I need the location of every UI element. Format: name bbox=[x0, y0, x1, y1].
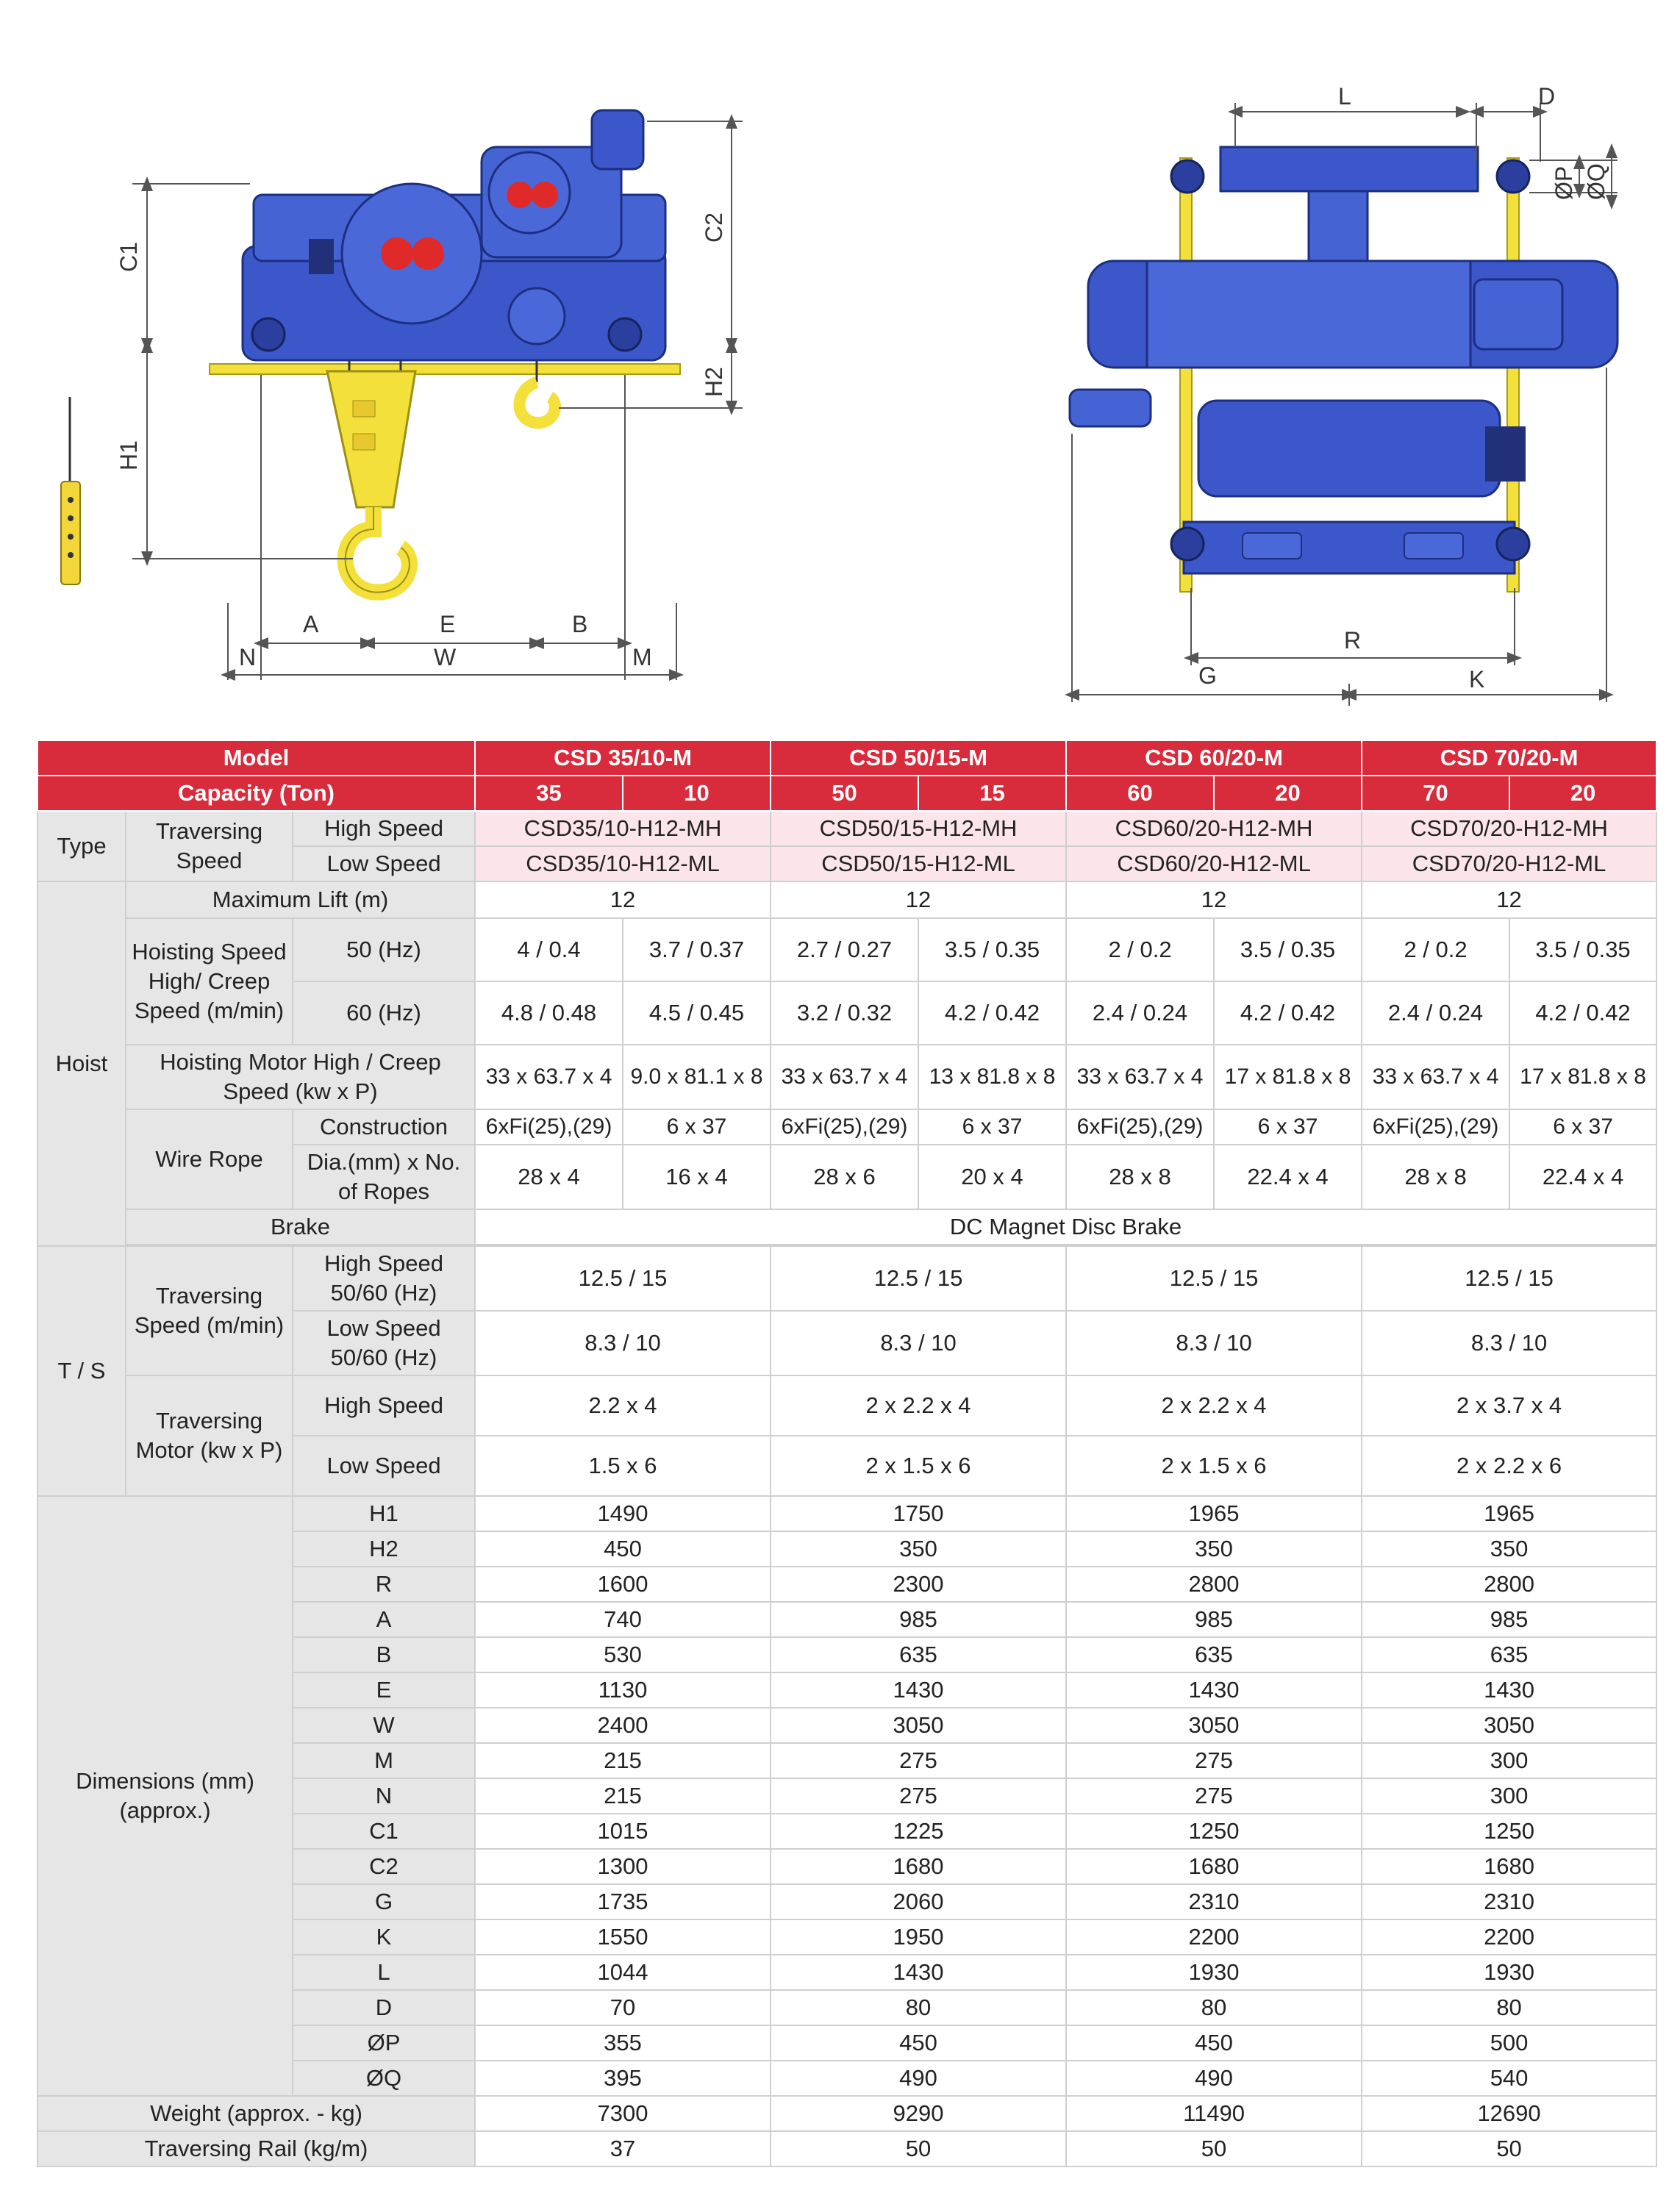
capacity-value: 70 bbox=[1362, 776, 1509, 811]
construction-value: 6xFi(25),(29) bbox=[1362, 1109, 1509, 1145]
dimension-value: 350 bbox=[1362, 1531, 1656, 1567]
label-A: A bbox=[303, 611, 319, 637]
capacity-value: 20 bbox=[1509, 776, 1656, 811]
model-name: CSD 50/15-M bbox=[771, 740, 1066, 776]
dia-value: 28 x 8 bbox=[1362, 1145, 1509, 1209]
hoist-group-label: Hoist bbox=[37, 881, 126, 1246]
weight-value: 11490 bbox=[1066, 2096, 1362, 2131]
construction-value: 6xFi(25),(29) bbox=[771, 1109, 918, 1145]
brake-row bbox=[37, 1209, 1656, 1245]
dimension-value: 1430 bbox=[771, 1672, 1066, 1708]
dimension-value: 2200 bbox=[1362, 1919, 1656, 1955]
construction-value: 6xFi(25),(29) bbox=[1066, 1109, 1214, 1145]
max-lift-value: 12 bbox=[771, 881, 1066, 918]
label-W: W bbox=[434, 644, 457, 670]
construction-value: 6xFi(25),(29) bbox=[475, 1109, 623, 1145]
ts-group-label: T / S bbox=[37, 1246, 126, 1496]
dimension-value: 2300 bbox=[771, 1567, 1066, 1602]
label-K: K bbox=[1469, 666, 1485, 693]
type-low-value: CSD50/15-H12-ML bbox=[771, 846, 1066, 881]
type-low-value: CSD60/20-H12-ML bbox=[1066, 846, 1362, 881]
dimension-value: 635 bbox=[1362, 1637, 1656, 1672]
weight-value: 7300 bbox=[475, 2096, 771, 2131]
ts-low-value: 8.3 / 10 bbox=[1066, 1311, 1362, 1375]
dimension-value: 275 bbox=[771, 1743, 1066, 1778]
dimensions-body bbox=[37, 1496, 1656, 2096]
dimension-label: M bbox=[293, 1743, 475, 1778]
dimension-value: 450 bbox=[1066, 2025, 1362, 2061]
hoist-motor-value: 17 x 81.8 x 8 bbox=[1509, 1045, 1656, 1109]
dimension-value: 1750 bbox=[771, 1496, 1066, 1531]
hoist-speed-value: 4 / 0.4 bbox=[475, 918, 623, 981]
dimension-label: L bbox=[293, 1955, 475, 1990]
model-name: CSD 60/20-M bbox=[1066, 740, 1362, 776]
dimension-value: 275 bbox=[1066, 1778, 1362, 1814]
dimension-label: C2 bbox=[293, 1849, 475, 1884]
hoist-motor-row bbox=[37, 1045, 1656, 1109]
dimension-value: 1430 bbox=[771, 1955, 1066, 1990]
pendant-control bbox=[61, 397, 80, 584]
dimension-value: 1965 bbox=[1066, 1496, 1362, 1531]
label-OQ: ØQ bbox=[1583, 163, 1609, 200]
dimension-value: 350 bbox=[771, 1531, 1066, 1567]
ts-motor-high-value: 2 x 2.2 x 4 bbox=[1066, 1375, 1362, 1436]
capacity-value: 10 bbox=[623, 776, 771, 811]
dimension-value: 985 bbox=[771, 1602, 1066, 1637]
label-B: B bbox=[572, 611, 588, 637]
dimension-value: 2310 bbox=[1362, 1884, 1656, 1919]
dimension-value: 275 bbox=[1066, 1743, 1362, 1778]
ts-speed-label: Traversing Speed (m/min) bbox=[126, 1246, 293, 1375]
construction-value: 6 x 37 bbox=[1509, 1109, 1656, 1145]
dia-value: 28 x 4 bbox=[475, 1145, 623, 1209]
dimension-value: 635 bbox=[1066, 1637, 1362, 1672]
hoist-speed-label: Hoisting Speed High/ Creep Speed (m/min) bbox=[126, 918, 293, 1045]
type-low-value: CSD70/20-H12-ML bbox=[1362, 846, 1656, 881]
ts-motor-low-value: 2 x 1.5 x 6 bbox=[1066, 1436, 1362, 1496]
label-R: R bbox=[1344, 627, 1362, 654]
label-H1: H1 bbox=[115, 440, 142, 470]
rail-value: 50 bbox=[1066, 2131, 1362, 2166]
ts-motor-high-row bbox=[37, 1375, 1656, 1436]
dimension-label: ØP bbox=[293, 2025, 475, 2061]
drawings-area bbox=[0, 0, 1680, 728]
hoist-speed-value: 2.7 / 0.27 bbox=[771, 918, 918, 981]
ts-motor-low-label: Low Speed bbox=[293, 1436, 475, 1496]
construction-value: 6 x 37 bbox=[623, 1109, 771, 1145]
hoist-motor-label: Hoisting Motor High / Creep Speed (kw x P) bbox=[126, 1045, 475, 1109]
dimension-value: 1965 bbox=[1362, 1496, 1656, 1531]
construction-value: 6 x 37 bbox=[918, 1109, 1066, 1145]
rail-value: 50 bbox=[1362, 2131, 1656, 2166]
dia-value: 22.4 x 4 bbox=[1214, 1145, 1362, 1209]
ts-motor-low-value: 2 x 2.2 x 6 bbox=[1362, 1436, 1656, 1496]
ts-high-label: High Speed 50/60 (Hz) bbox=[293, 1246, 475, 1311]
hoist-motor-value: 17 x 81.8 x 8 bbox=[1214, 1045, 1362, 1109]
dimension-value: 450 bbox=[771, 2025, 1066, 2061]
label-OP: ØP bbox=[1551, 165, 1577, 200]
label-G: G bbox=[1198, 662, 1217, 689]
dimension-value: 80 bbox=[771, 1990, 1066, 2025]
weight-value: 12690 bbox=[1362, 2096, 1656, 2131]
ts-high-value: 12.5 / 15 bbox=[475, 1246, 771, 1311]
hz50-label: 50 (Hz) bbox=[293, 918, 475, 981]
type-sub-label: Traversing Speed bbox=[126, 811, 293, 881]
dimension-value: 1490 bbox=[475, 1496, 771, 1531]
dimension-label: C1 bbox=[293, 1814, 475, 1849]
type-high-row bbox=[37, 811, 1656, 846]
dimension-value: 1950 bbox=[771, 1919, 1066, 1955]
dimensions-group-label: Dimensions (mm) (approx.) bbox=[37, 1496, 293, 2096]
dimension-value: 740 bbox=[475, 1602, 771, 1637]
header-capacity-row bbox=[37, 776, 1656, 811]
dia-value: 28 x 6 bbox=[771, 1145, 918, 1209]
capacity-label: Capacity (Ton) bbox=[37, 776, 475, 811]
dimension-value: 80 bbox=[1066, 1990, 1362, 2025]
hoist-speed-value: 3.5 / 0.35 bbox=[1214, 918, 1362, 981]
ts-motor-low-value: 2 x 1.5 x 6 bbox=[771, 1436, 1066, 1496]
rail-label: Traversing Rail (kg/m) bbox=[37, 2131, 475, 2166]
ts-high-value: 12.5 / 15 bbox=[1066, 1246, 1362, 1311]
dimension-value: 1044 bbox=[475, 1955, 771, 1990]
wire-rope-label: Wire Rope bbox=[126, 1109, 293, 1209]
hoist-motor-value: 9.0 x 81.1 x 8 bbox=[623, 1045, 771, 1109]
ts-motor-high-value: 2.2 x 4 bbox=[475, 1375, 771, 1436]
hoist-speed-value: 4.2 / 0.42 bbox=[1214, 981, 1362, 1045]
dimension-value: 1250 bbox=[1362, 1814, 1656, 1849]
dimension-value: 540 bbox=[1362, 2061, 1656, 2096]
ts-low-value: 8.3 / 10 bbox=[1362, 1311, 1656, 1375]
dimension-value: 1225 bbox=[771, 1814, 1066, 1849]
dimension-label: R bbox=[293, 1567, 475, 1602]
weight-value: 9290 bbox=[771, 2096, 1066, 2131]
capacity-value: 50 bbox=[771, 776, 918, 811]
dimension-label: H2 bbox=[293, 1531, 475, 1567]
dimension-value: 490 bbox=[1066, 2061, 1362, 2096]
spec-table bbox=[37, 740, 1657, 2167]
dimension-row bbox=[37, 1496, 1656, 1531]
dimension-value: 1735 bbox=[475, 1884, 771, 1919]
dimension-value: 1130 bbox=[475, 1672, 771, 1708]
type-high-label: High Speed bbox=[293, 811, 475, 846]
dimension-value: 70 bbox=[475, 1990, 771, 2025]
dimension-value: 1300 bbox=[475, 1849, 771, 1884]
label-H2: H2 bbox=[701, 367, 727, 397]
type-low-value: CSD35/10-H12-ML bbox=[475, 846, 771, 881]
dimension-value: 300 bbox=[1362, 1778, 1656, 1814]
hoist-speed-value: 2.4 / 0.24 bbox=[1362, 981, 1509, 1045]
label-C1: C1 bbox=[115, 242, 142, 272]
label-M: M bbox=[632, 644, 652, 670]
dimension-value: 530 bbox=[475, 1637, 771, 1672]
dimension-value: 1680 bbox=[1066, 1849, 1362, 1884]
dia-value: 16 x 4 bbox=[623, 1145, 771, 1209]
hoist-speed-value: 2 / 0.2 bbox=[1066, 918, 1214, 981]
max-lift-value: 12 bbox=[1066, 881, 1362, 918]
dimension-value: 2400 bbox=[475, 1708, 771, 1743]
ts-motor-high-label: High Speed bbox=[293, 1375, 475, 1436]
hoist-motor-value: 33 x 63.7 x 4 bbox=[771, 1045, 918, 1109]
dimension-value: 215 bbox=[475, 1743, 771, 1778]
dimension-label: D bbox=[293, 1990, 475, 2025]
dia-value: 20 x 4 bbox=[918, 1145, 1066, 1209]
dia-value: 28 x 8 bbox=[1066, 1145, 1214, 1209]
dimension-value: 985 bbox=[1066, 1602, 1362, 1637]
hoist-motor-value: 33 x 63.7 x 4 bbox=[1066, 1045, 1214, 1109]
dimension-value: 275 bbox=[771, 1778, 1066, 1814]
dimension-value: 1550 bbox=[475, 1919, 771, 1955]
hook-block bbox=[327, 360, 415, 593]
hoist-motor-value: 33 x 63.7 x 4 bbox=[1362, 1045, 1509, 1109]
dia-label: Dia.(mm) x No. of Ropes bbox=[293, 1145, 475, 1209]
dimension-value: 985 bbox=[1362, 1602, 1656, 1637]
hoist-speed-value: 4.2 / 0.42 bbox=[918, 981, 1066, 1045]
dimension-label: E bbox=[293, 1672, 475, 1708]
dimension-value: 2060 bbox=[771, 1884, 1066, 1919]
dimension-value: 350 bbox=[1066, 1531, 1362, 1567]
dimension-value: 1930 bbox=[1362, 1955, 1656, 1990]
label-N: N bbox=[239, 644, 257, 670]
dimension-value: 3050 bbox=[771, 1708, 1066, 1743]
max-lift-row bbox=[37, 881, 1656, 918]
label-D: D bbox=[1538, 83, 1556, 110]
label-E: E bbox=[440, 611, 456, 637]
dimension-value: 3050 bbox=[1362, 1708, 1656, 1743]
dimension-value: 2800 bbox=[1066, 1567, 1362, 1602]
dimension-value: 80 bbox=[1362, 1990, 1656, 2025]
hoist-speed-50-row bbox=[37, 918, 1656, 981]
dimension-value: 1930 bbox=[1066, 1955, 1362, 1990]
ts-motor-high-value: 2 x 3.7 x 4 bbox=[1362, 1375, 1656, 1436]
max-lift-value: 12 bbox=[475, 881, 771, 918]
dimension-value: 1600 bbox=[475, 1567, 771, 1602]
dimension-value: 300 bbox=[1362, 1743, 1656, 1778]
dimension-value: 2800 bbox=[1362, 1567, 1656, 1602]
dimension-value: 215 bbox=[475, 1778, 771, 1814]
label-L: L bbox=[1338, 83, 1351, 110]
rail-value: 50 bbox=[771, 2131, 1066, 2166]
ts-motor-low-value: 1.5 x 6 bbox=[475, 1436, 771, 1496]
dimension-label: N bbox=[293, 1778, 475, 1814]
label-C2: C2 bbox=[701, 212, 727, 243]
dimension-label: K bbox=[293, 1919, 475, 1955]
dimension-value: 450 bbox=[475, 1531, 771, 1567]
construction-value: 6 x 37 bbox=[1214, 1109, 1362, 1145]
capacity-value: 60 bbox=[1066, 776, 1214, 811]
type-high-value: CSD35/10-H12-MH bbox=[475, 811, 771, 846]
type-low-label: Low Speed bbox=[293, 846, 475, 881]
hz60-label: 60 (Hz) bbox=[293, 981, 475, 1045]
dimension-value: 1430 bbox=[1066, 1672, 1362, 1708]
brake-label: Brake bbox=[126, 1209, 475, 1245]
dimension-value: 500 bbox=[1362, 2025, 1656, 2061]
model-name: CSD 35/10-M bbox=[475, 740, 771, 776]
hoist-speed-value: 2 / 0.2 bbox=[1362, 918, 1509, 981]
type-high-value: CSD50/15-H12-MH bbox=[771, 811, 1066, 846]
hoist-speed-value: 3.5 / 0.35 bbox=[918, 918, 1066, 981]
capacity-value: 35 bbox=[475, 776, 623, 811]
hoist-motor-value: 13 x 81.8 x 8 bbox=[918, 1045, 1066, 1109]
dimension-label: B bbox=[293, 1637, 475, 1672]
type-high-value: CSD60/20-H12-MH bbox=[1066, 811, 1362, 846]
hoist-speed-value: 4.8 / 0.48 bbox=[475, 981, 623, 1045]
rope-construction-row bbox=[37, 1109, 1656, 1145]
weight-row bbox=[37, 2096, 1656, 2131]
hoist-speed-value: 2.4 / 0.24 bbox=[1066, 981, 1214, 1045]
dimension-value: 1015 bbox=[475, 1814, 771, 1849]
hoist-end-view bbox=[1070, 83, 1618, 706]
ts-low-value: 8.3 / 10 bbox=[771, 1311, 1066, 1375]
max-lift-label: Maximum Lift (m) bbox=[126, 881, 475, 918]
dimension-value: 395 bbox=[475, 2061, 771, 2096]
hoist-speed-value: 4.2 / 0.42 bbox=[1509, 981, 1656, 1045]
hoist-speed-value: 3.7 / 0.37 bbox=[623, 918, 771, 981]
hoist-speed-value: 3.2 / 0.32 bbox=[771, 981, 918, 1045]
rail-row bbox=[37, 2131, 1656, 2166]
brake-value: DC Magnet Disc Brake bbox=[475, 1209, 1656, 1245]
dimension-value: 1680 bbox=[771, 1849, 1066, 1884]
ts-high-row bbox=[37, 1246, 1656, 1311]
dimension-label: A bbox=[293, 1602, 475, 1637]
construction-label: Construction bbox=[293, 1109, 475, 1145]
model-label: Model bbox=[37, 740, 475, 776]
capacity-value: 15 bbox=[918, 776, 1066, 811]
weight-label: Weight (approx. - kg) bbox=[37, 2096, 475, 2131]
dimension-label: ØQ bbox=[293, 2061, 475, 2096]
dimension-value: 1430 bbox=[1362, 1672, 1656, 1708]
dimension-value: 2310 bbox=[1066, 1884, 1362, 1919]
hoist-speed-value: 3.5 / 0.35 bbox=[1509, 918, 1656, 981]
dimension-label: W bbox=[293, 1708, 475, 1743]
dimension-label: H1 bbox=[293, 1496, 475, 1531]
rail-value: 37 bbox=[475, 2131, 771, 2166]
dia-value: 22.4 x 4 bbox=[1509, 1145, 1656, 1209]
side-rail bbox=[210, 364, 680, 374]
dimension-value: 2200 bbox=[1066, 1919, 1362, 1955]
hoist-speed-value: 4.5 / 0.45 bbox=[623, 981, 771, 1045]
max-lift-value: 12 bbox=[1362, 881, 1656, 918]
header-model-row bbox=[37, 740, 1656, 776]
type-group-label: Type bbox=[37, 811, 126, 881]
type-high-value: CSD70/20-H12-MH bbox=[1362, 811, 1656, 846]
dimension-value: 1680 bbox=[1362, 1849, 1656, 1884]
dimension-value: 490 bbox=[771, 2061, 1066, 2096]
ts-motor-high-value: 2 x 2.2 x 4 bbox=[771, 1375, 1066, 1436]
model-name: CSD 70/20-M bbox=[1362, 740, 1656, 776]
ts-low-label: Low Speed 50/60 (Hz) bbox=[293, 1311, 475, 1375]
ts-low-value: 8.3 / 10 bbox=[475, 1311, 771, 1375]
ts-high-value: 12.5 / 15 bbox=[1362, 1246, 1656, 1311]
hoist-motor-value: 33 x 63.7 x 4 bbox=[475, 1045, 623, 1109]
capacity-value: 20 bbox=[1214, 776, 1362, 811]
hoist-body bbox=[243, 110, 665, 360]
ts-high-value: 12.5 / 15 bbox=[771, 1246, 1066, 1311]
ts-motor-label: Traversing Motor (kw x P) bbox=[126, 1375, 293, 1496]
dimension-value: 1250 bbox=[1066, 1814, 1362, 1849]
dimension-value: 3050 bbox=[1066, 1708, 1362, 1743]
dimension-value: 355 bbox=[475, 2025, 771, 2061]
dimension-label: G bbox=[293, 1884, 475, 1919]
hoist-side-view bbox=[61, 110, 743, 680]
dimension-value: 635 bbox=[771, 1637, 1066, 1672]
